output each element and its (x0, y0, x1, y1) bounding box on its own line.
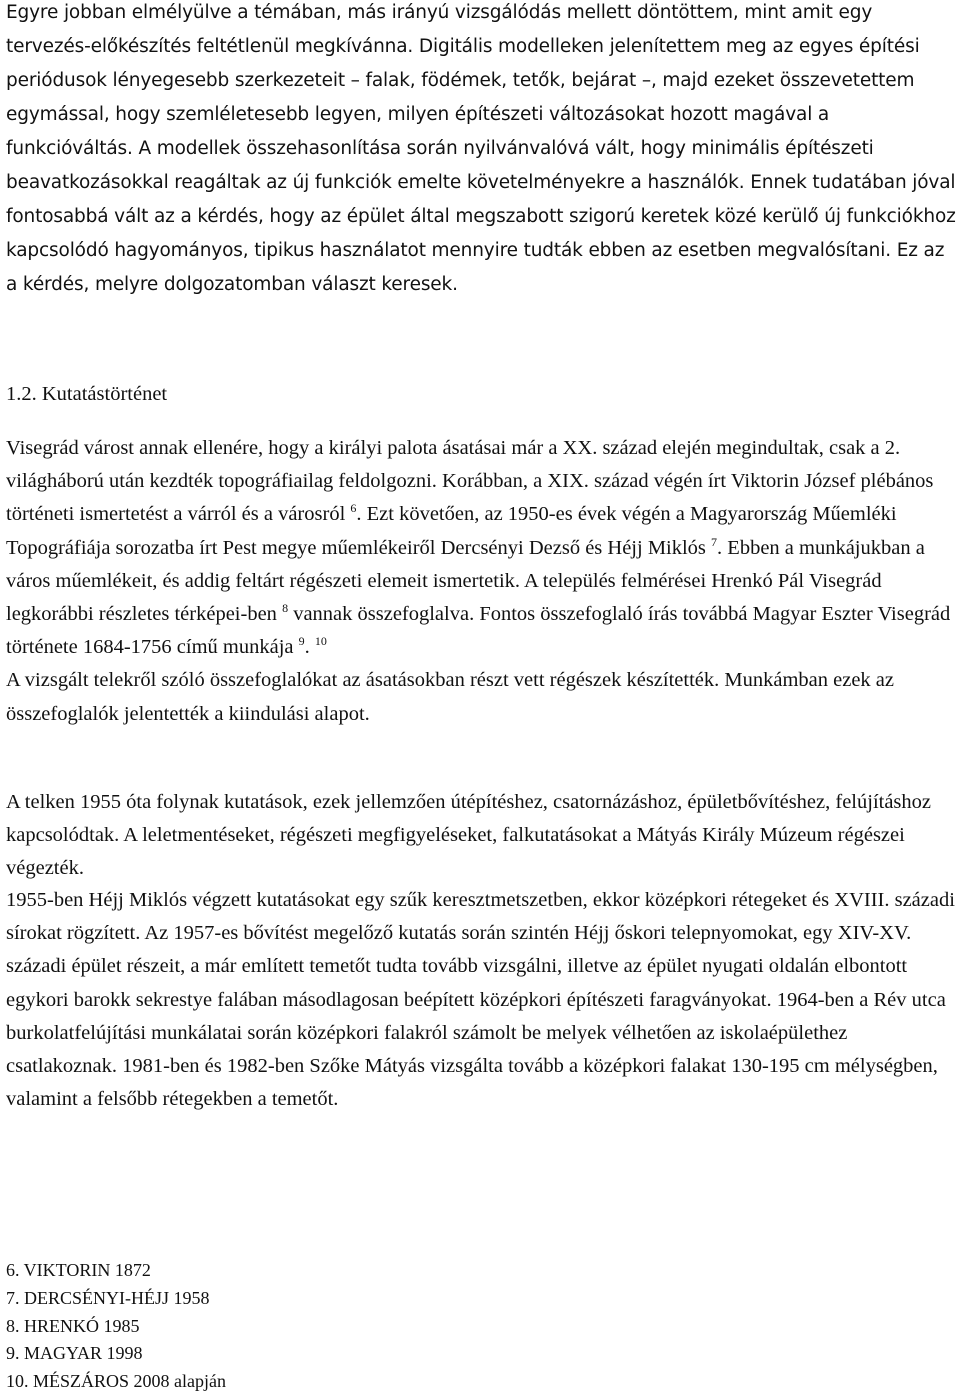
hejj-research-paragraph: 1955-ben Héjj Miklós végzett kutatásokat egy szűk keresztmetszetben, ekkor középkori rétegeket és XVIII. századi sírokat rögzített. Az 1957-es bővítést megelőző kutatás során szintén Héjj őskori telepnyomokat, egy XIV-XV. századi épület részeit, a már említett temetőt tudta tovább vizsgálni, illetve az épület nyugati oldalán elbontott egykori barokk sekrestye falában másodlagosan beépített középkori építészeti faragványokat. 1964-ben a Rév utca burkolatfelújítási munkálatai során középkori falakról számolt be melyek vélhetően az iskolaépülethez csatlakoznak. 1981-ben és 1982-ben Szőke Mátyás vizsgálta tovább a középkori falakat 130-195 cm mélységben, valamint a felsőbb rétegekben a temetőt. (6, 889, 955, 1111)
footnotes (6, 1257, 606, 1396)
footnote-ref-8: 8 (282, 601, 289, 616)
footnote-ref-7: 7 (711, 534, 718, 549)
footnote-ref-6: 6 (350, 501, 357, 516)
section-heading: 1.2. Kutatástörténet (6, 383, 168, 405)
intro-paragraph: Egyre jobban elmélyülve a témában, más irányú vizsgálódás mellett döntöttem, mint amit egy tervezés-előkészítés feltétlenül megkívánna. Digitális modelleken jelenítettem meg az egyes építési periódusok lényegesebb szerkezeteit – falak, födémek, tetők, bejárat –, majd ezeket összevetettem egymással, hogy szemléletesebb legyen, milyen építészeti változásokat hozott magával a funkcióváltás. A modellek összehasonlítása során nyilvánvalóvá vált, hogy minimális építészeti beavatkozásokkal reagáltak az új funkciók emelte követelményekre a használók. Ennek tudatában jóval fontosabbá vált az a kérdés, hogy az épület által megszabott szigorú keretek közé kerülő új funkciókhoz kapcsolódó hagyományos, tipikus használatot mennyire tudták ebben az esetben megvalósítani. Ez az a kérdés, melyre dolgozatomban választ keresek. (6, 2, 956, 295)
research-text-5: . (304, 636, 315, 659)
research-text-6: A vizsgált telekről szóló összefoglalókat az ásatásokban részt vett régészek készítették. Munkámban ezek az összefoglalók jelentették a kiindulási alapot. (6, 669, 894, 725)
footnote-10: 10. MÉSZÁROS 2008 alapján (6, 1371, 226, 1392)
footnote-ref-10: 10 (314, 634, 327, 649)
research-history-paragraph (6, 432, 956, 731)
research-text-4: vannak összefoglalva. Fontos összefoglaló írás továbbá Magyar Eszter Visegrád története 1684-1756 című munkája (6, 603, 951, 659)
research-text-2: . Ezt követően, az 1950-es évek végén a Magyarország Műemléki Topográfiája sorozatba írt Pest megye műemlékeiről Dercsényi Dezső és Héjj Miklós (6, 503, 897, 559)
research-text-3: . Ebben a munkájukban a város műemlékeit, és addig feltárt régészeti elemeit ismertetik. A település felmérései Hrenkó Pál Visegrád legkorábbi részletes térképei-ben (6, 536, 925, 626)
footnote-6: 6. VIKTORIN 1872 (6, 1260, 151, 1280)
footnote-7: 7. DERCSÉNYI-HÉJJ 1958 (6, 1287, 210, 1308)
research-text-1: Visegrád várost annak ellenére, hogy a királyi palota ásatásai már a XX. század elején megindultak, csak a 2. világháború után kezdték topográfiailag feldolgozni. Korábban, a XIX. század végén írt Viktorin József plébános történeti ismertetést a várról és a városról (6, 437, 934, 526)
footnote-8: 8. HRENKÓ 1985 (6, 1315, 140, 1336)
footnote-ref-9: 9 (298, 634, 305, 649)
research-1955-paragraph: A telken 1955 óta folynak kutatások, ezek jellemzően útépítéshez, csatornázáshoz, épületbővítéshez, felújításhoz kapcsolódtak. A leletmentéseket, régészeti megfigyeléseket, falkutatásokat a Mátyás Király Múzeum régészei végezték. (6, 791, 932, 880)
footnote-9: 9. MAGYAR 1998 (6, 1343, 143, 1364)
